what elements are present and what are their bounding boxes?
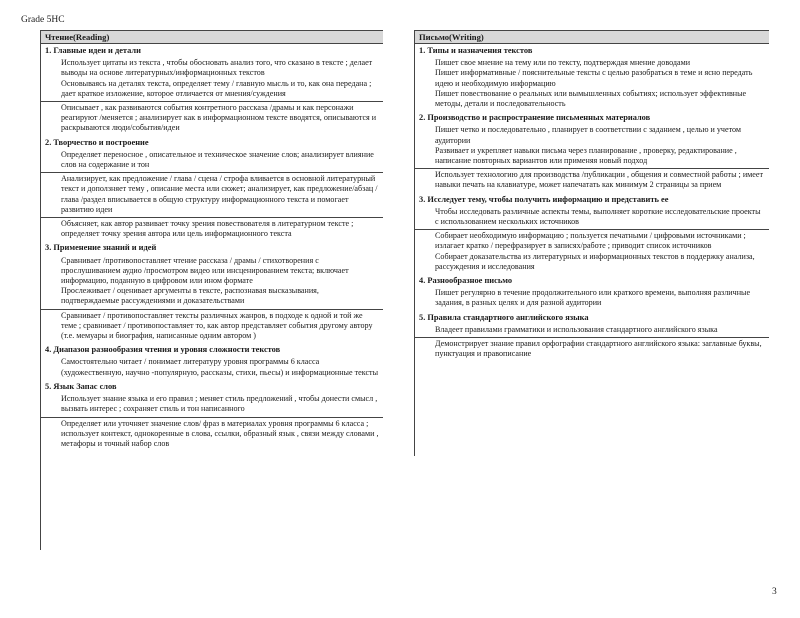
standard-text: Пишет свое мнение на тему или по тексту, подтверждая мнение доводами: [435, 58, 691, 68]
standard-text: Объясняет, как автор развивает точку зрения повествователя в литературном тексте ; определяет точку зрения автора или цель информационного текста: [61, 219, 354, 239]
standard-text: Определяет переносное , описательное и техническое значение слов; анализирует влияние слов на содержание и тон: [61, 149, 374, 170]
section-title: 4. Диапазон разнообразия чтения и уровня сложности текстов: [45, 345, 281, 355]
standard-box: [41, 356, 383, 379]
standard-text: Использует знание языка и его правил ; меняет стиль предложений , чтобы донести смысл , вызвать интерес ; сохраняет стиль и тон написанного: [61, 394, 378, 414]
writing-header: Письмо(Writing): [415, 30, 769, 44]
standard-box: [41, 149, 383, 172]
page-number: 3: [772, 587, 777, 597]
standard-box: [415, 168, 769, 192]
standard-text: Владеет правилами грамматики и использования стандартного английского языка: [435, 324, 718, 334]
writing-column: [414, 30, 769, 456]
standard-box: [41, 172, 383, 217]
section-title: 3. Исследует тему, чтобы получить информацию и представить ее: [419, 194, 669, 204]
standard-text: Пишет четко и последовательно , планирует в соответствии с заданием , целью и учетом аудитории: [435, 125, 742, 145]
standard-box: [41, 255, 383, 309]
standard-box: [415, 324, 769, 337]
standard-text: Собирает необходимую информацию ; пользуется печатными / цифровыми источниками ; излагает кратко / перефразирует в записях/работе ; приводит список источников: [435, 231, 746, 251]
standard-text: Сравнивает /противопоставляет чтение рассказа / драмы / стихотворения с прослушиванием аудио /просмотром видео или инсценированием текста; включает информацию, поданную в цифровом или ином формате: [61, 255, 349, 286]
standard-text: Развивает и укрепляет навыки письма через планирование , проверку, редактирование , написание повторных вариантов или применяя новый подход: [435, 145, 737, 166]
standard-box: [41, 57, 383, 101]
section-title: 4. Разнообразное письмо: [419, 276, 513, 286]
standard-text: Прослеживает / оценивает аргументы в тексте, распознавая высказывания, подтверждаемые рассуждениями и доказательствами: [61, 286, 319, 306]
reading-column: [40, 30, 383, 550]
standard-text: Сравнивает / противопоставляет тексты различных жанров, в подходе к одной и той же теме ; сравнивает / противопоставляет то, как автор представляет события другому автору (т.е. мемуары и биография, написанные одним автором ): [61, 310, 373, 341]
standard-text: Основываясь на деталях текста, определяет тему / главную мысль и то, как она передана ; дает краткое изложение, которое отличается от мнения/суждения: [61, 78, 372, 98]
standard-box: [415, 337, 769, 361]
standard-text: Описывает , как развиваются события контретного рассказа /драмы и как персонажи реагируют /меняется ; анализирует как в информационном тексте вводятся, описываются и раскрываются люди/события/идеи: [61, 103, 377, 133]
standard-box: [41, 217, 383, 241]
section-title: 3. Применение знаний и идей: [45, 243, 157, 253]
standard-text: Самостоятельно читает / понимает литературу уровня программы 6 класса (художественную, научно -популярную, рассказы, стихи, пьесы) и информационные тексты: [61, 357, 379, 377]
standard-text: Анализирует, как предложение / глава / сцена / строфа вливается в основной литературный текст и доползняет тему , описание места или сюжет; анализирует, как предложение/абзац / глава /раздел вписывается в общую структуру информационного текста и помогает развитию идеи: [61, 174, 378, 214]
standard-text: Пишет повествование о реальных или вымышленных событиях; использует эффективные методы, детали и последовательность: [435, 88, 747, 109]
section-title: 2. Производство и распространение письменных материалов: [419, 113, 651, 123]
section-title: 1. Типы и назначения текстов: [419, 46, 533, 55]
standard-box: [415, 57, 769, 111]
standard-text: Пишет информативные / пояснительные тексты с целью разобраться в теме и ясно передать идею и необходимую информацию: [435, 68, 753, 88]
standard-box: [415, 206, 769, 229]
section-title: 2. Творчество и построение: [45, 137, 149, 147]
standard-box: [415, 124, 769, 168]
standard-box: [415, 229, 769, 274]
section-title: 5. Язык Запас слов: [45, 381, 117, 391]
standard-text: Демонстрирует знание правил орфографии стандартного английского языка: заглавные буквы, пунктуация и правописание: [435, 339, 762, 359]
standard-box: [41, 101, 383, 136]
reading-sections: [41, 44, 383, 451]
section-title: 5. Правила стандартного английского языка: [419, 312, 589, 322]
standard-text: Собирает доказательства из литературных и информационных текстов в поддержку анализа, рассуждения и исследования: [435, 251, 755, 271]
writing-sections: [415, 44, 769, 361]
standard-box: [415, 287, 769, 310]
section-title: 1. Главные идеи и детали: [45, 46, 141, 55]
standard-text: Определяет или уточняет значение слов/ фраз в материалах уровня программы 6 класса ; использует контекст, однокоренные в слова, ссылки, образный язык , связи между словами , метафоры и точный набор слов: [61, 418, 379, 448]
standard-text: Чтобы исследовать различные аспекты темы, выполняет короткие исследовательские проекты с использованием нескольких источников: [435, 206, 761, 227]
standard-box: [41, 309, 383, 344]
grade-label: Grade 5HC: [21, 15, 65, 25]
standard-box: [41, 393, 383, 416]
standard-text: Пишет регулярно в течение продолжительного или краткого времени, выполняя различные задания, в разных целях и для разной аудитории: [435, 288, 751, 308]
standard-box: [41, 417, 383, 452]
standard-text: Использует цитаты из текста , чтобы обосновать анализ того, что сказано в тексте ; делает выводы на основе литературных/информационных текстов: [61, 58, 373, 78]
standard-text: Использует технологию для производства /публикации , общения и совместной работы ; имеет навыки печать на клавиатуре, может напечатать как минимум 2 страницы за прием: [435, 170, 763, 190]
reading-header: Чтение(Reading): [41, 30, 383, 44]
